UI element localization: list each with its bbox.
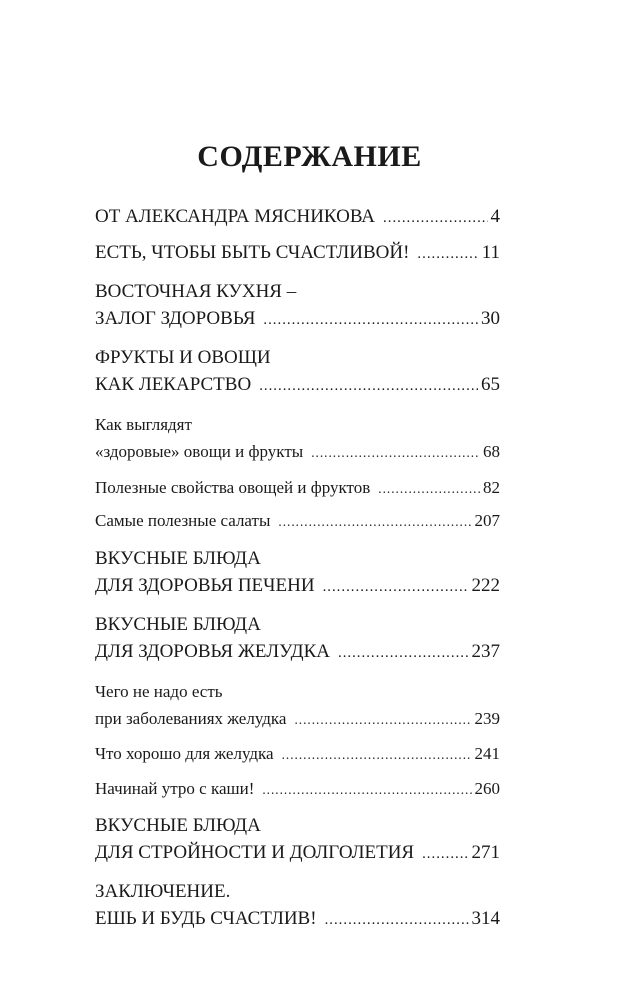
- toc-entry-title: ОТ АЛЕКСАНДРА МЯСНИКОВА: [95, 206, 376, 227]
- toc-dot-leader: [282, 741, 472, 768]
- toc-entry-title-line: ВКУСНЫЕ БЛЮДА: [95, 614, 261, 635]
- toc-entry-title: ДЛЯ ЗДОРОВЬЯ ЖЕЛУДКА: [95, 641, 330, 662]
- toc-entry-row: [95, 740, 500, 768]
- toc-dot-leader: [422, 841, 468, 868]
- table-of-contents: [95, 203, 500, 934]
- toc-page-number: 260: [474, 779, 500, 798]
- toc-page-number: 314: [471, 908, 500, 929]
- toc-page-number: 271: [471, 842, 500, 863]
- toc-page-number: 30: [481, 308, 500, 329]
- toc-entry: [95, 812, 500, 868]
- toc-entry-title: Что хорошо для желудка: [95, 744, 274, 763]
- toc-entry: [95, 878, 500, 934]
- page-title: СОДЕРЖАНИЕ: [197, 140, 422, 173]
- toc-entry: [95, 740, 500, 768]
- toc-entry-title-line: Как выглядят: [95, 415, 192, 434]
- toc-dot-leader: [263, 307, 478, 334]
- toc-page-number: 222: [471, 575, 500, 596]
- toc-entry-title: Полезные свойства овощей и фруктов: [95, 478, 371, 497]
- toc-entry-row: [95, 239, 500, 268]
- toc-dot-leader: [378, 475, 480, 502]
- toc-page-number: 65: [481, 374, 500, 395]
- toc-entry-row: [95, 203, 500, 232]
- toc-entry-title-line: ВКУСНЫЕ БЛЮДА: [95, 548, 261, 569]
- toc-entry-title: ДЛЯ ЗДОРОВЬЯ ПЕЧЕНИ: [95, 575, 315, 596]
- toc-page-number: 4: [490, 206, 500, 227]
- toc-entry-title-line: Чего не надо есть: [95, 682, 223, 701]
- toc-entry: [95, 545, 500, 601]
- toc-entry-title: ЕСТЬ, ЧТОБЫ БЫТЬ СЧАСТЛИВОЙ!: [95, 242, 410, 263]
- toc-entry-title-line: ЗАКЛЮЧЕНИЕ.: [95, 881, 231, 902]
- toc-dot-leader: [262, 776, 471, 803]
- toc-entry: [95, 474, 500, 502]
- toc-dot-leader: [278, 508, 471, 535]
- toc-entry-title: ДЛЯ СТРОЙНОСТИ И ДОЛГОЛЕТИЯ: [95, 842, 415, 863]
- toc-page-number: 68: [483, 442, 500, 461]
- toc-dot-leader: [417, 241, 478, 268]
- toc-entry-title: КАК ЛЕКАРСТВО: [95, 374, 252, 395]
- toc-entry-row: [95, 638, 500, 667]
- toc-entry: [95, 411, 500, 466]
- toc-entry: [95, 203, 500, 232]
- toc-entry-title: ЗАЛОГ ЗДОРОВЬЯ: [95, 308, 256, 329]
- toc-entry: [95, 611, 500, 667]
- toc-entry-title-line: ВОСТОЧНАЯ КУХНЯ –: [95, 281, 297, 302]
- toc-dot-leader: [383, 205, 487, 232]
- toc-entry-row: [95, 305, 500, 334]
- toc-entry-title: «здоровые» овощи и фрукты: [95, 442, 304, 461]
- toc-entry-row: [95, 507, 500, 535]
- toc-entry-row: [95, 705, 500, 733]
- toc-page-number: 207: [474, 511, 500, 530]
- toc-entry-title-line: ФРУКТЫ И ОВОЩИ: [95, 347, 271, 368]
- toc-entry-title-line: ВКУСНЫЕ БЛЮДА: [95, 815, 261, 836]
- toc-dot-leader: [325, 907, 469, 934]
- toc-entry: [95, 278, 500, 334]
- toc-entry-row: [95, 775, 500, 803]
- toc-entry: [95, 775, 500, 803]
- toc-entry-title: ЕШЬ И БУДЬ СЧАСТЛИВ!: [95, 908, 317, 929]
- toc-dot-leader: [338, 640, 469, 667]
- toc-entry: [95, 507, 500, 535]
- toc-dot-leader: [259, 373, 478, 400]
- toc-entry-row: [95, 839, 500, 868]
- toc-entry-row: [95, 474, 500, 502]
- toc-entry-row: [95, 572, 500, 601]
- toc-entry: [95, 678, 500, 733]
- toc-entry-title: при заболеваниях желудка: [95, 709, 287, 728]
- toc-entry-row: [95, 371, 500, 400]
- toc-page-number: 241: [474, 744, 500, 763]
- toc-dot-leader: [311, 439, 480, 466]
- toc-entry-title: Начинай утро с каши!: [95, 779, 255, 798]
- toc-page-number: 237: [471, 641, 500, 662]
- toc-entry-row: [95, 438, 500, 466]
- toc-dot-leader: [323, 574, 469, 601]
- toc-entry-title: Самые полезные салаты: [95, 511, 271, 530]
- toc-page-number: 11: [481, 242, 500, 263]
- toc-page-number: 82: [483, 478, 500, 497]
- toc-dot-leader: [294, 706, 471, 733]
- toc-page-number: 239: [474, 709, 500, 728]
- toc-entry-row: [95, 905, 500, 934]
- toc-entry: [95, 344, 500, 400]
- toc-entry: [95, 239, 500, 268]
